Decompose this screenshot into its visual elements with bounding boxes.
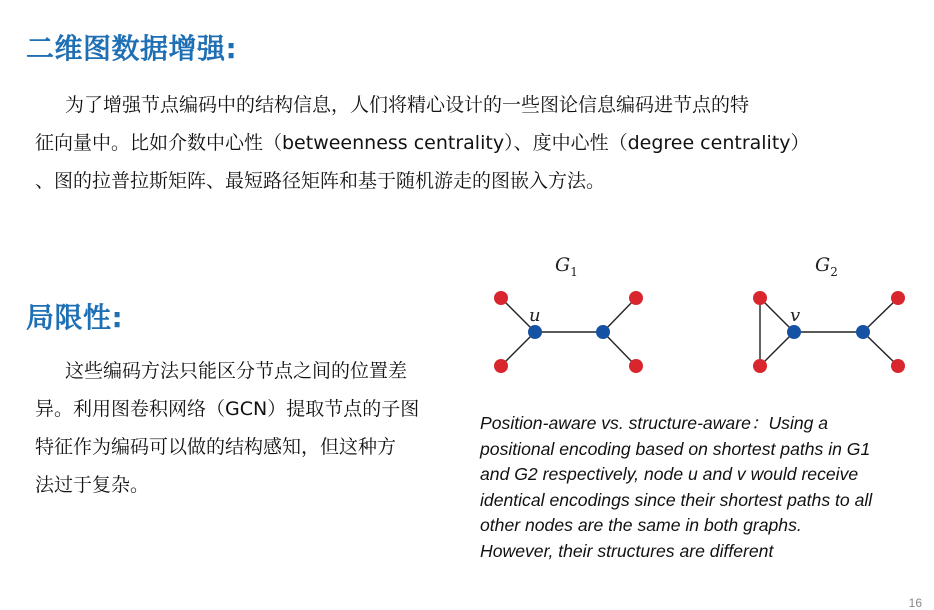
node-u-label: u bbox=[529, 305, 541, 326]
graph2 bbox=[753, 291, 905, 373]
caption-line: and G2 respectively, node u and v would receive bbox=[480, 464, 859, 484]
graph1-edge bbox=[603, 332, 636, 366]
graph2-node-v bbox=[787, 325, 801, 339]
graph2-node bbox=[753, 359, 767, 373]
caption-line: Position-aware vs. structure-aware：Using a bbox=[480, 413, 829, 433]
graph2-node bbox=[891, 359, 905, 373]
graph1-edge bbox=[603, 298, 636, 332]
paragraph-line: 这些编码方法只能区分节点之间的位置差 bbox=[65, 360, 408, 382]
graph1-node bbox=[494, 359, 508, 373]
graph-comparison-figure bbox=[470, 245, 920, 385]
paragraph-line: 征向量中。比如介数中心性（betweenness centrality）、度中心性（degree centrality） bbox=[35, 132, 810, 154]
augmentation-paragraph bbox=[35, 86, 810, 200]
caption-line: However, their structures are different bbox=[480, 540, 774, 561]
section-title-2d-augmentation: 二维图数据增强: bbox=[26, 32, 238, 65]
paragraph-line: 为了增强节点编码中的结构信息，人们将精心设计的一些图论信息编码进节点的特 bbox=[65, 94, 750, 116]
graph1-node-u bbox=[528, 325, 542, 339]
caption-line: other nodes are the same in both graphs. bbox=[480, 515, 802, 535]
caption-line: positional encoding based on shortest paths in G1 bbox=[480, 438, 871, 459]
graph1-label: $G_1$ bbox=[555, 254, 578, 279]
section-title-limitations: 局限性: bbox=[26, 301, 124, 334]
limitations-paragraph bbox=[35, 352, 419, 504]
graph1-node bbox=[629, 359, 643, 373]
paragraph-line: 特征作为编码可以做的结构感知，但这种方 bbox=[35, 436, 397, 458]
node-v-label: v bbox=[790, 305, 801, 326]
graph2-node bbox=[753, 291, 767, 305]
graph2-edge bbox=[863, 298, 898, 332]
graph1-edge bbox=[501, 332, 535, 366]
page-number: 16 bbox=[908, 596, 922, 610]
graph1-node bbox=[629, 291, 643, 305]
graph2-node bbox=[856, 325, 870, 339]
graph2-edge bbox=[760, 298, 794, 332]
graph2-label: $G_2$ bbox=[815, 254, 838, 279]
graph2-edge bbox=[760, 332, 794, 366]
caption-line: identical encodings since their shortest paths to all bbox=[480, 489, 873, 510]
figure-caption bbox=[480, 411, 925, 564]
graph2-edge bbox=[863, 332, 898, 366]
graph1-node bbox=[596, 325, 610, 339]
paragraph-line: 异。利用图卷积网络（GCN）提取节点的子图 bbox=[35, 398, 420, 420]
paragraph-line: 、图的拉普拉斯矩阵、最短路径矩阵和基于随机游走的图嵌入方法。 bbox=[35, 170, 606, 192]
paragraph-line: 法过于复杂。 bbox=[35, 474, 150, 496]
graph1-node bbox=[494, 291, 508, 305]
graph1 bbox=[494, 291, 643, 373]
graph2-node bbox=[891, 291, 905, 305]
